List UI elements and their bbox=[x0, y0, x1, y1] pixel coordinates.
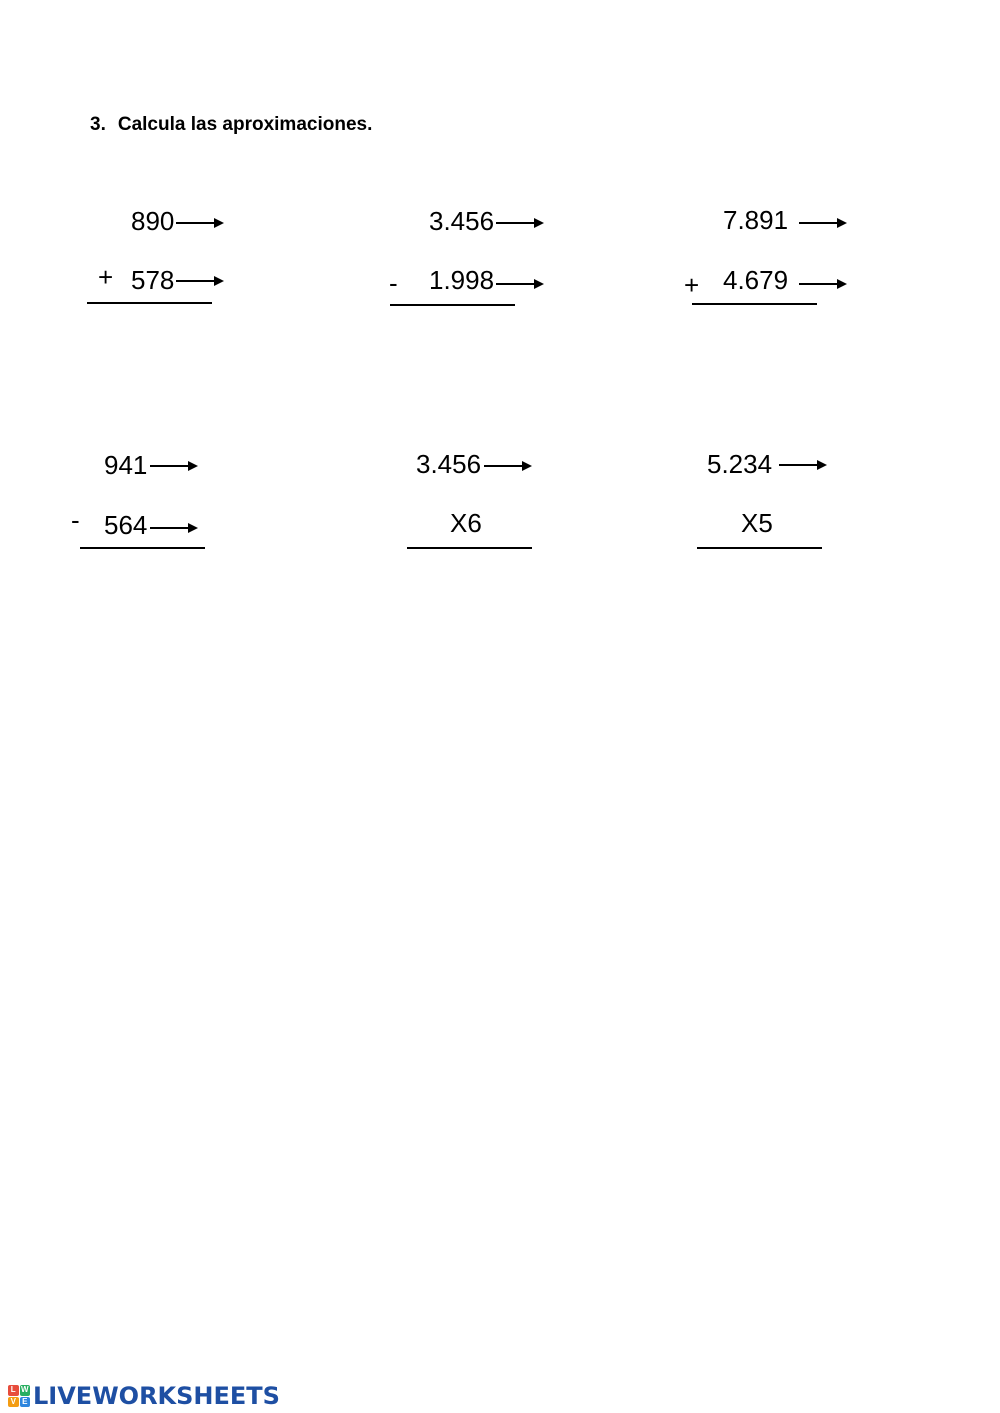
exercise-3-top-number: 7.891 bbox=[723, 205, 789, 235]
arrow-right-icon bbox=[150, 521, 200, 535]
liveworksheets-branding bbox=[8, 1381, 280, 1411]
exercise-2-answer-line bbox=[390, 304, 515, 306]
arrow-right-icon bbox=[799, 216, 849, 230]
arrow-right-icon bbox=[176, 274, 226, 288]
logo-letter: V bbox=[8, 1397, 19, 1408]
exercise-1-bottom-number: 578 bbox=[131, 265, 175, 295]
logo-letter: W bbox=[20, 1385, 29, 1394]
arrow-right-icon bbox=[779, 458, 829, 472]
exercise-5-top-number: 3.456 bbox=[416, 449, 482, 479]
exercise-4-answer-line bbox=[80, 547, 205, 549]
liveworksheets-wordmark: LIVEWORKSHEETS bbox=[33, 1382, 280, 1410]
arrow-right-icon bbox=[150, 459, 200, 473]
exercise-5-answer-line bbox=[407, 547, 532, 549]
logo-letter: E bbox=[20, 1397, 31, 1408]
arrow-right-icon bbox=[496, 216, 546, 230]
instruction-heading bbox=[90, 114, 372, 136]
exercise-4-top-number: 941 bbox=[104, 450, 148, 480]
arrow-right-icon bbox=[484, 459, 534, 473]
arrow-right-icon bbox=[799, 277, 849, 291]
exercise-2-top-number: 3.456 bbox=[429, 206, 495, 236]
exercise-4-operator: - bbox=[71, 505, 80, 535]
exercise-1-operator: + bbox=[98, 262, 114, 292]
exercise-6-multiplier: X5 bbox=[741, 508, 773, 538]
exercise-3-operator: + bbox=[684, 270, 700, 300]
exercise-6-answer-line bbox=[697, 547, 822, 549]
exercise-2-bottom-number: 1.998 bbox=[429, 265, 495, 295]
instruction-number: 3. bbox=[90, 114, 106, 135]
arrow-right-icon bbox=[176, 216, 226, 230]
exercise-5-multiplier: X6 bbox=[450, 508, 482, 538]
exercise-6-top-number: 5.234 bbox=[707, 449, 773, 479]
exercise-1-top-number: 890 bbox=[131, 206, 175, 236]
exercise-2-operator: - bbox=[389, 268, 398, 298]
exercise-4-bottom-number: 564 bbox=[104, 510, 148, 540]
arrow-right-icon bbox=[496, 277, 546, 291]
liveworksheets-logo-icon bbox=[8, 1385, 30, 1407]
exercise-3-bottom-number: 4.679 bbox=[723, 265, 789, 295]
exercise-3-answer-line bbox=[692, 303, 817, 305]
instruction-text: Calcula las aproximaciones. bbox=[117, 114, 373, 135]
exercise-1-answer-line bbox=[87, 302, 212, 304]
logo-letter: L bbox=[8, 1385, 19, 1396]
